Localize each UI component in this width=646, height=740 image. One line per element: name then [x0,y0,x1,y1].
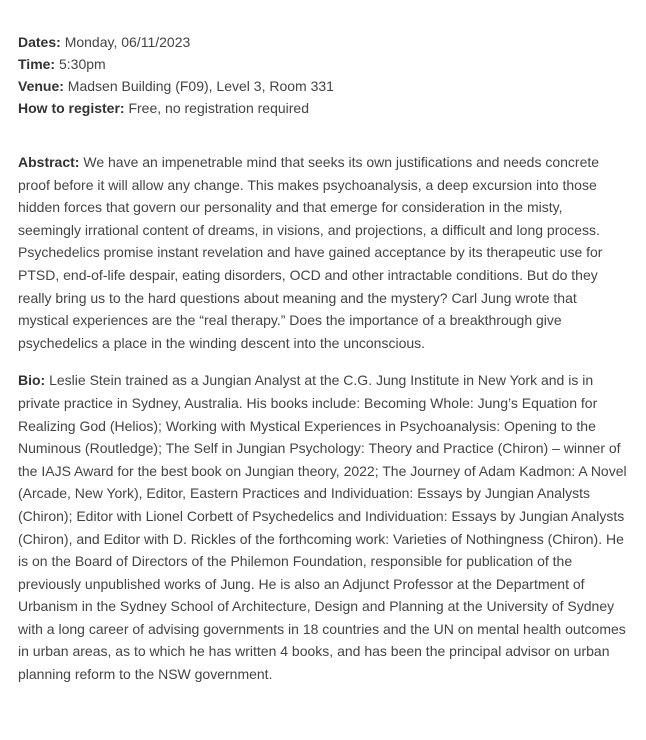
dates-label: Dates: [18,34,61,50]
dates-value: Monday, 06/11/2023 [64,34,191,50]
register-line [18,97,628,119]
abstract-label: Abstract: [18,154,80,170]
dates-line [18,31,628,53]
register-value: Free, no registration required [128,100,310,116]
time-label: Time: [18,56,56,72]
venue-line [18,75,628,97]
abstract-text: We have an impenetrable mind that seeks its own justifications and needs concrete proof before it will allow any change. This makes psychoanalysis, a deep excursion into those hidden forces that govern our personality and that emerge for consideration in the misty, seemingly irrational content of dreams, in visions, and projections, a difficult and long process. Psychedelics promise instant revelation and have gained acceptance by its therapeutic use for PTSD, end-of-life despair, eating disorders, OCD and other intractable conditions. But do they really bring us to the hard questions about meaning and the mystery? Carl Jung wrote that mystical experiences are the “real therapy.” Does the importance of a breakthrough give psychedelics a place in the winding descent into the unconscious. [18,154,603,351]
bio-text: Leslie Stein trained as a Jungian Analyst at the C.G. Jung Institute in New York and is in private practice in Sydney, Australia. His books include: Becoming Whole: Jung’s Equation for Realizing God (Helios); Working with Mystical Experiences in Psychoanalysis: Opening to the Numinous (Routledge); The Self in Jungian Psychology: Theory and Practice (Chiron) – winner of the IAJS Award for the best book on Jungian theory, 2022; The Journey of Adam Kadmon: A Novel (Arcade, New York), Editor, Eastern Practices and Individuation: Essays by Jungian Analysts (Chiron); Editor with Lionel Corbett of Psychedelics and Individuation: Essays by Jungian Analysts (Chiron), and Editor with D. Rickles of the forthcoming work: Varieties of Nothingness (Chiron). He is on the Board of Directors of the Philemon Foundation, responsible for publication of the previously unpublished works of Jung. He is also an Adjunct Professor at the Department of Urbanism in the Sydney School of Architecture, Design and Planning at the University of Sydney with a long career of advising governments in 18 countries and the UN on mental health outcomes in urban areas, as to which he has written 4 books, and has been the principal advisor on urban planning reform to the NSW government. [18,372,627,683]
bio-label: Bio: [18,372,46,389]
register-label: How to register: [18,100,125,116]
venue-value: Madsen Building (F09), Level 3, Room 331 [67,78,334,94]
time-line [18,53,628,75]
abstract-paragraph [18,151,628,354]
bio-paragraph [18,369,628,685]
event-meta [18,31,628,119]
time-value: 5:30pm [58,56,106,72]
venue-label: Venue: [18,78,64,94]
